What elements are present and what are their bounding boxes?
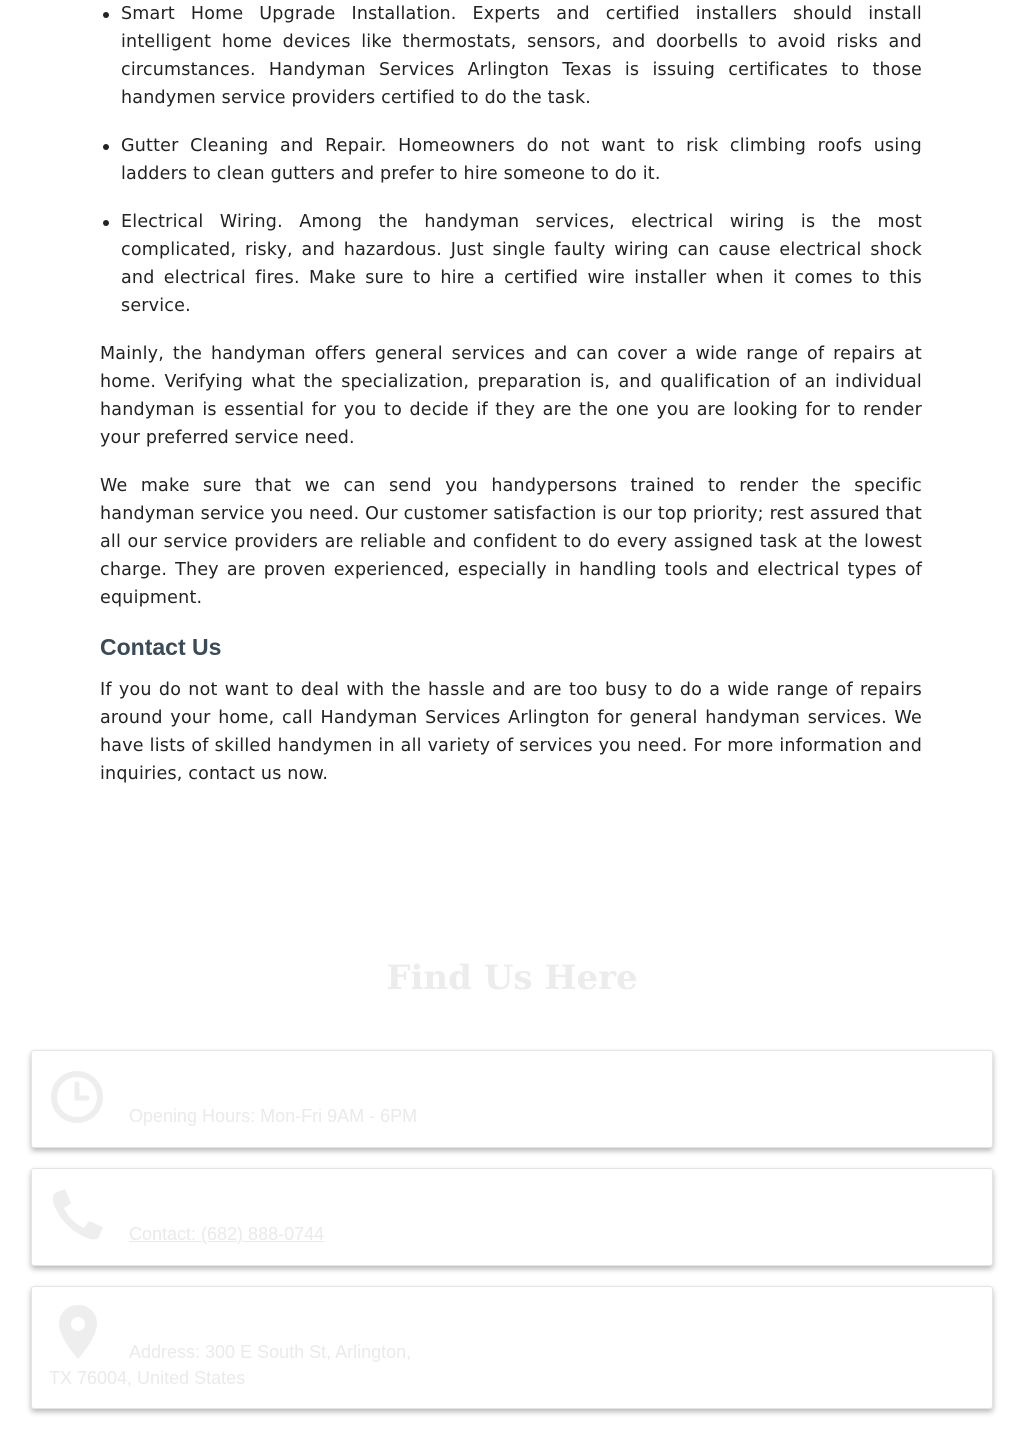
list-item: Electrical Wiring. Among the handyman services, electrical wiring is the most complicated, risky, and hazardous. Just single faulty wiring can cause electrical shock and electrical fires. Make sure to hire a certified wire installer when it comes to this service. [100, 208, 922, 320]
services-list [100, 0, 922, 320]
find-us-title: Find Us Here [386, 958, 638, 998]
paragraph-general-services: Mainly, the handyman offers general services and can cover a wide range of repairs at home. Verifying what the specialization, preparation is, and qualification of an individual handyman is essential for you to decide if they are the one you are looking for to render your preferred service need. [100, 344, 922, 448]
contact-card [31, 1168, 993, 1266]
opening-hours-card [31, 1050, 993, 1148]
clock-icon [49, 1069, 105, 1125]
contact-heading: Contact Us [100, 634, 222, 660]
opening-hours-text: Opening Hours: Mon-Fri 9AM - 6PM [129, 1106, 418, 1126]
map-pin-icon [56, 1303, 100, 1361]
address-line-1: Address: 300 E South St, Arlington, [129, 1342, 412, 1362]
list-item: Smart Home Upgrade Installation. Experts and certified installers should install intelligent home devices like thermostats, sensors, and doorbells to avoid risks and circumstances. Handyman Services Arlington Texas is issuing certificates to those handymen service providers certified to do the task. [100, 0, 922, 112]
address-line-2: TX 76004, United States [49, 1368, 246, 1388]
paragraph-satisfaction: We make sure that we can send you handypersons trained to render the specific handyman service you need. Our customer satisfaction is our top priority; rest assured that all our service providers are reliable and confident to do every assigned task at the lowest charge. They are proven experienced, especially in handling tools and electrical types of equipment. [100, 476, 922, 608]
paragraph-contact: If you do not want to deal with the hassle and are too busy to do a wide range of repairs around your home, call Handyman Services Arlington for general handyman services. We have lists of skilled handymen in all variety of services you need. For more information and inquiries, contact us now. [100, 680, 922, 784]
phone-icon [49, 1185, 107, 1243]
article-content [100, 0, 922, 808]
list-item: Gutter Cleaning and Repair. Homeowners do not want to risk climbing roofs using ladders to clean gutters and prefer to hire someone to do it. [100, 132, 922, 188]
phone-link[interactable]: Contact: (682) 888-0744 [129, 1224, 325, 1244]
address-card [31, 1286, 993, 1409]
